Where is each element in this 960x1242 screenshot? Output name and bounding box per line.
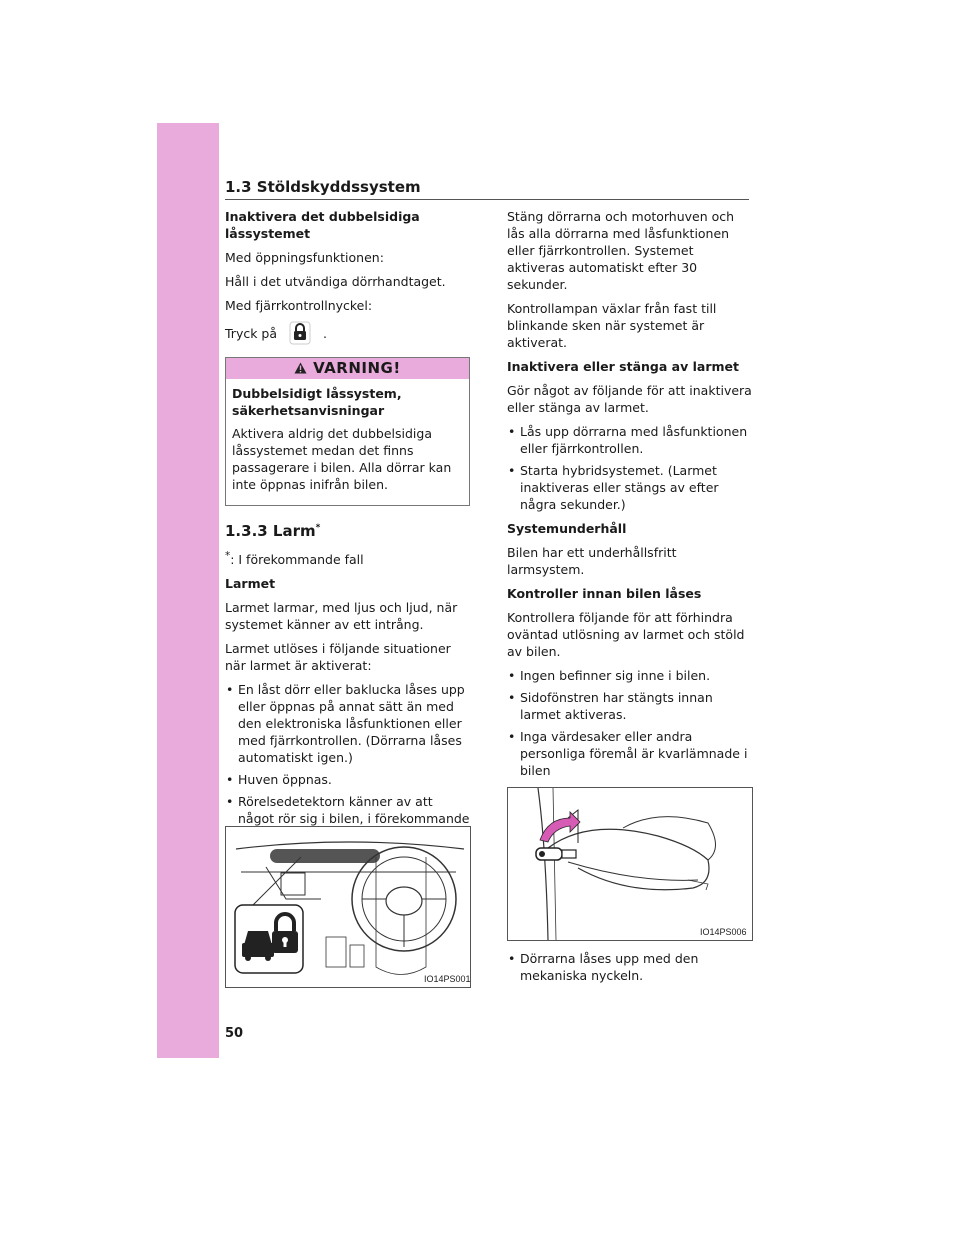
list-item: • Lås upp dörrarna med låsfunktionen eller fjärrkontrollen. (507, 423, 752, 457)
text-checks: Kontrollera följande för att förhindra oväntad utlösning av larmet och stöld av bilen. (507, 610, 745, 659)
heading-larmet: Larmet (225, 576, 276, 592)
left-column (225, 208, 470, 892)
list-item: • Sidofönstren har stängts innan larmet aktiveras. (507, 689, 752, 723)
warning-box (225, 357, 470, 506)
heading-larm (225, 520, 470, 540)
chapter-sidebar-tab (157, 123, 219, 1058)
dashboard-figure (225, 826, 471, 988)
list-item: • Inga värdesaker eller andra personliga föremål är kvarlämnade i bilen (507, 728, 752, 779)
figure-label: IO14PS001 (424, 974, 471, 984)
text-do-following: Gör något av följande för att inaktivera eller stänga av larmet. (507, 383, 752, 415)
door-key-figure (507, 787, 753, 941)
footnote (225, 548, 470, 568)
section-header: 1.3 Stöldskyddssystem (225, 178, 749, 200)
text-hold-handle: Håll i det utvändiga dörrhandtaget. (225, 274, 446, 289)
list-item: • Huven öppnas. (225, 771, 470, 788)
text-triggers: Larmet utlöses i följande situationer när larmet är aktiverat: (225, 641, 451, 674)
list-item: • Rörelsedetektorn känner av att något rör sig i bilen, i förekommande (225, 793, 470, 861)
right-column (507, 208, 752, 868)
footnote-text: : I förekommande fall (230, 552, 364, 568)
page-number: 50 (225, 1026, 244, 1041)
warning-title: VARNING! (313, 359, 401, 377)
text-close-doors: Stäng dörrarna och motorhuven och lås alla dörrarna med låsfunktionen eller fjärrkontrollen. Systemet aktiveras automatiskt efter 30 sekunder. (507, 209, 735, 292)
deactivate-list (507, 423, 752, 513)
security-indicator-callout (235, 905, 303, 973)
text-indicator-lamp: Kontrollampan växlar från fast till blinkande sken när systemet är aktiverat. (507, 301, 717, 350)
heading-deactivate-alarm: Inaktivera eller stänga av larmet (507, 359, 739, 374)
turn-arrow-icon (540, 812, 580, 842)
lock-button-icon (289, 321, 311, 345)
warning-subtitle: Dubbelsidigt låssystem, säkerhetsanvisningar (232, 386, 402, 418)
heading-larm-sup: * (315, 523, 321, 533)
warning-title-bar (226, 358, 469, 379)
heading-deactivate-double-lock: Inaktivera det dubbelsidiga låssystemet (225, 209, 420, 241)
warning-body (226, 379, 469, 505)
checks-list (507, 667, 752, 779)
footnote-mark: * (225, 550, 231, 562)
figure-label: IO14PS006 (700, 927, 747, 937)
text-open-function: Med öppningsfunktionen: (225, 250, 384, 265)
text-press: Tryck på (225, 325, 278, 341)
text-press-end: . (323, 325, 327, 341)
heading-checks: Kontroller innan bilen låses (507, 586, 702, 601)
text-maintenance: Bilen har ett underhållsfritt larmsystem. (507, 545, 677, 577)
list-item: • En låst dörr eller baklucka låses upp eller öppnas på annat sätt än med den elektroniska låsfunktionen eller med fjärrkontrollen. (Dörrarna låses automatiskt igen.) (225, 681, 470, 766)
door-key-illustration (508, 788, 752, 940)
dashboard-illustration (226, 827, 470, 987)
heading-maintenance: Systemunderhåll (507, 521, 627, 536)
right-column-bottom (507, 950, 752, 991)
warning-text: Aktivera aldrig det dubbelsidiga låssystemet medan det finns passagerare i bilen. Alla dörrar kan inte öppnas inifrån bilen. (232, 426, 452, 492)
heading-larm-text: 1.3.3 Larm (225, 522, 316, 540)
key-list (507, 950, 752, 984)
list-item: • Starta hybridsystemet. (Larmet inaktiveras eller stängs av efter några sekunder.) (507, 462, 752, 513)
press-lock-row (225, 321, 470, 345)
text-larmet: Larmet larmar, med ljus och ljud, när systemet känner av ett intrång. (225, 600, 458, 633)
list-item: • Dörrarna låses upp med den mekaniska nyckeln. (507, 950, 752, 984)
text-remote-key: Med fjärrkontrollnyckel: (225, 298, 373, 313)
list-item: • Ingen befinner sig inne i bilen. (507, 667, 752, 684)
warning-triangle-icon (294, 359, 313, 377)
